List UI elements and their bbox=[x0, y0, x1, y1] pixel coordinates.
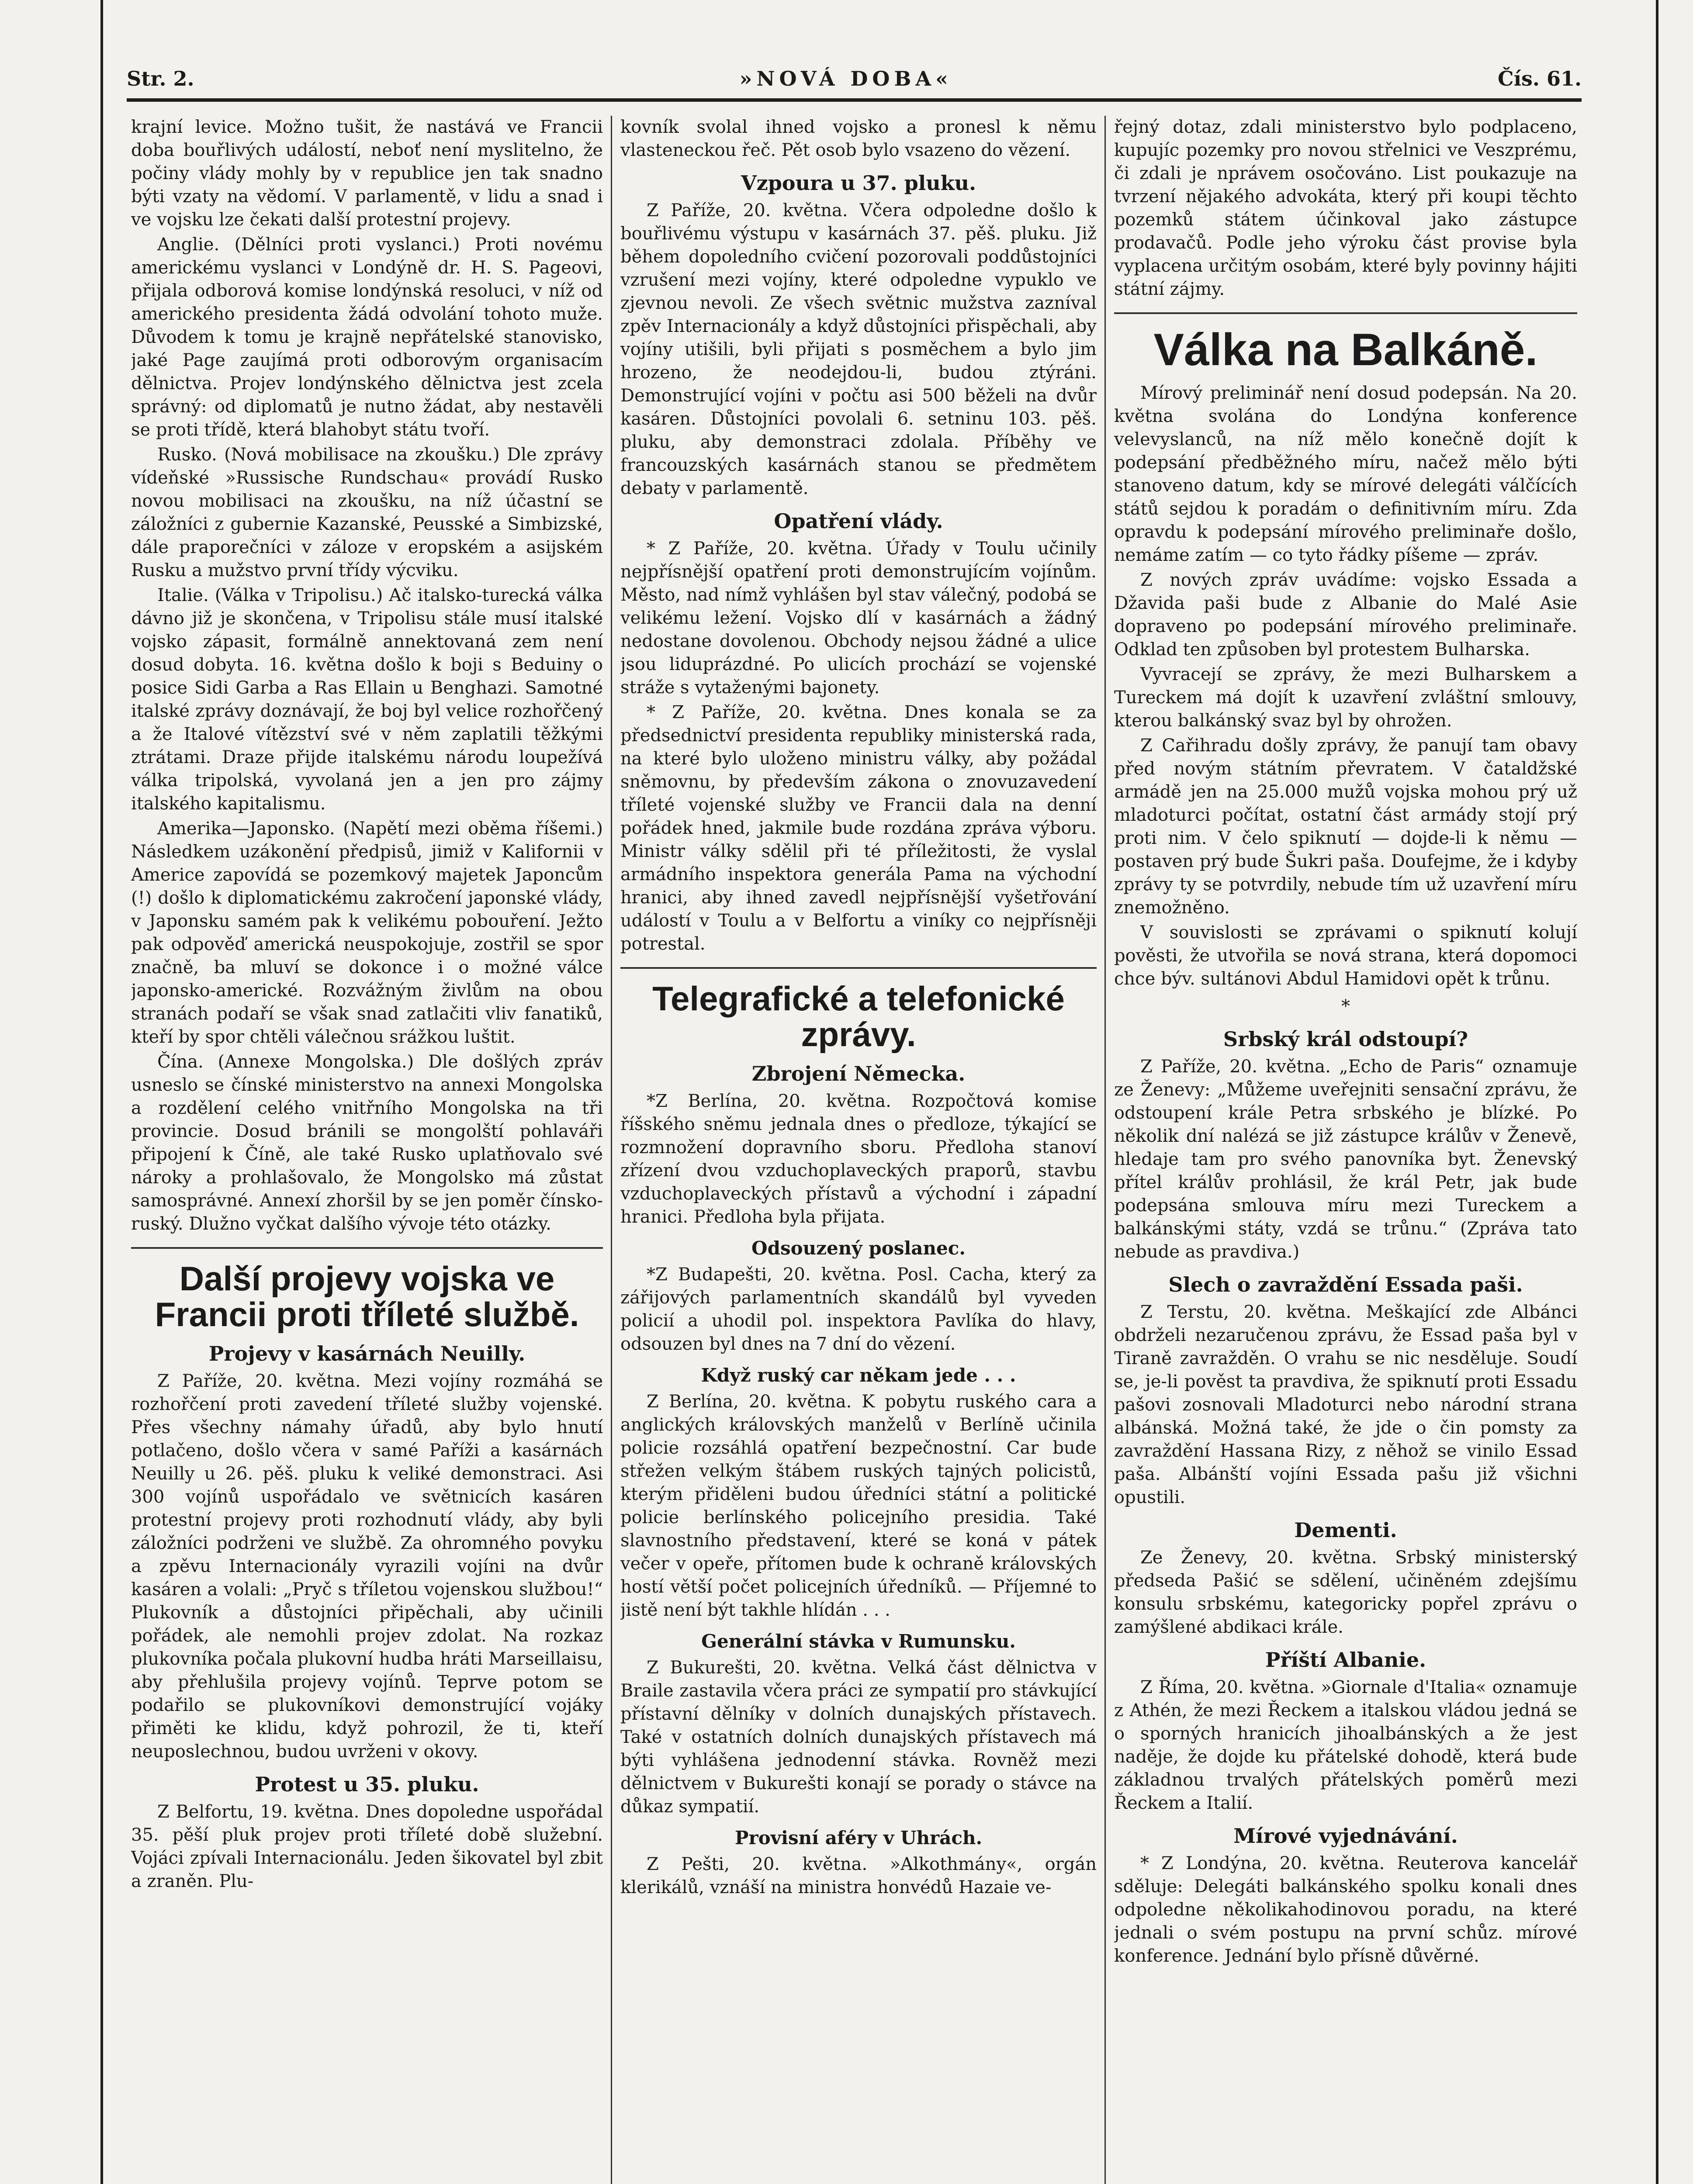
article-text: řejný dotaz, zdali ministerstvo bylo podplaceno, kupujíc pozemky pro novou střelnici ve Veszprému, či zdali je nprávem osočováno. List poukazuje na tvrzení nějakého advokáta, který při koupi těchto pozemků státem účinkoval jako zástupce prodavačů. Podle jeho výroku část provise byla vyplacena určitým osobám, které byly povinny hájiti státní zájmy. bbox=[1114, 117, 1577, 299]
article-subheading: Opatření vlády. bbox=[774, 509, 943, 533]
article-text: Z nových zpráv uvádíme: vojsko Essada a Džavida paši bude z Albanie do Malé Asie dopraveno po podepsání mírového preliminaře. Odklad ten způsoben byl protestem Bulharska. bbox=[1114, 570, 1577, 660]
issue-number: Čís. 61. bbox=[1497, 67, 1582, 90]
article-text: Z Cařihradu došly zprávy, že panují tam obavy před novým státním převratem. V čataldžské armádě jen na 25.000 mužů vojska mohou prý už mladoturci počítat, ostatní část armády stojí prý proti nim. V čelo spiknutí — dojde-li k němu — postaven prý bude Šukri paša. Doufejme, že i kdyby zprávy ty se potvrdily, nebude tím už uzavření míru znemožněno. bbox=[1114, 736, 1577, 918]
page-header bbox=[127, 59, 1582, 98]
section-rule bbox=[620, 967, 1097, 969]
article-subheading: Příští Albanie. bbox=[1265, 1648, 1426, 1672]
article-text: Anglie. (Dělníci proti vyslanci.) Proti novému americkému vyslanci v Londýně dr. H. S. Pageovi, přijala odborová komise londýnská resoluci, v níž od amerického presidenta žádá odvolání tohoto muže. Důvodem k tomu je krajně nepřátelské stanovisko, jaké Page zaujímá proti odborovým organisacím dělnictva. Projev londýnského dělnictva jest zcela správný: od diplomatů je nutno žádat, aby nestavěli se proti třídě, která blahobyt státu tvoří. bbox=[131, 235, 603, 440]
article-text: Ze Ženevy, 20. května. Srbský ministerský předseda Pašić se sdělení, učiněném zdejšímu konsulu srbskému, kategoricky popřel zprávu o zamýšlené abdikaci krále. bbox=[1114, 1548, 1577, 1638]
article-text: Z Bukurešti, 20. května. Velká část dělnictva v Braile zastavila včera práci ze sympatií pro stávkující přístavní dělníky v dolních dunajských přístavech. Také v ostatních dolních dunajských přístavech má býti vyhlášena jednodenní stávka. Rovněž mezi dělnictvem v Bukurešti konají se porady o stávce na důkaz sympatií. bbox=[620, 1657, 1097, 1817]
section-rule bbox=[1114, 312, 1577, 314]
section-headline: Telegrafické a telefonické zprávy. bbox=[652, 979, 1065, 1054]
article-text: Vyvracejí se zprávy, že mezi Bulharskem a Tureckem má dojít k uzavření zvláštní smlouvy, kterou balkánský svaz byl by ohrožen. bbox=[1114, 664, 1577, 731]
article-text: * Z Londýna, 20. května. Reuterova kancelář sděluje: Delegáti balkánského spolku konali dnes odpoledne několikahodinovou poradu, na které jednali o svém postupu na první schůz. mírové konference. Jednání bylo přísně důvěrné. bbox=[1114, 1853, 1577, 1966]
article-text: Z Paříže, 20. května. Včera odpoledne došlo k bouřlivému výstupu v kasárnách 37. pěš. pluku. Již během dopoledního cvičení pozorovali poddůstojníci vzrušení mezi vojíny, které odpoledne vypuklo ve zjevnou nevoli. Ze všech světnic mužstva zazníval zpěv Internacionály a když důstojníci přispěchali, aby vojíny utišili, byli přijati s posměchem a bylo jim hrozeno, že neodejdou-li, budou ztýráni. Demonstrující vojíni v počtu asi 500 běželi na dvůr kasáren. Důstojníci povolali 6. setninu 103. pěš. pluku, aby demonstraci zdolala. Příběhy ve francouzských kasárnách stanou se předmětem debaty v parlamentě. bbox=[620, 200, 1097, 498]
header-rule bbox=[127, 98, 1582, 102]
article-headline: Další projevy vojska ve Francii proti tříleté službě. bbox=[155, 1259, 579, 1334]
article-text: Z Berlína, 20. května. K pobytu ruského cara a anglických královských manželů v Berlíně učinila policie rozsáhlá opatření bezpečnostní. Car bude střežen velkým štábem ruských tajných policistů, kterým přiděleni budou úředníci státní a politické policie berlínského policejního presidia. Také slavnostního představení, které se koná v pátek večer v opeře, přítomen bude k ochraně královských hostí větší počet policejních úředníků. — Příjemné to jistě není být takhle hlídán . . . bbox=[620, 1391, 1097, 1620]
article-text: * Z Paříže, 20. května. Dnes konala se za předsednictví presidenta republiky ministerská rada, na které bylo uloženo ministru války, aby požádal sněmovnu, by především zákona o znovuzavedení tříleté vojenské služby ve Francii dala na denní pořádek hned, jakmile bude rozdána zpráva výboru. Ministr války sdělil při té příležitosti, že vyslal armádního inspektora generála Pama na východní hranici, aby ihned zavedl nejpřísnější vyšetřování událostí v Toulu a v Belfortu a viníky co nejpřísněji potrestal. bbox=[620, 702, 1097, 954]
article-text: Mírový preliminář není dosud podepsán. Na 20. května svolána do Londýna konference velevyslanců, na níž mělo konečně dojít k podepsání předběžného míru, načež mělo býti stanoveno datum, kdy se mírové delegáti válčících států sejdou k poradám o definitivním míru. Zda opravdu k podepsání mírového preliminaře došlo, nemáme zatím — co tyto řádky píšeme — zpráv. bbox=[1114, 383, 1577, 566]
article-text: Z Říma, 20. května. »Giornale d'Italia« oznamuje z Athén, že mezi Řeckem a italskou vládou jedná se o sporných hranicích jihoalbánských a že jest naděje, že dojde ku přátelské dohodě, která bude základnou trvalých přátelských poměrů mezi Řeckem a Italií. bbox=[1114, 1677, 1577, 1814]
article-text: Z Paříže, 20. května. „Echo de Paris“ oznamuje ze Ženevy: „Můžeme uveřejniti sensační zprávu, že odstoupení krále Petra srbského je blízké. Po několik dní nalézá se již zástupce králův v Ženevě, hledaje tam pro svého panovníka byt. Ženevský přítel králův prohlásil, že král Petr, jak bude podepsána smlouva míru mezi Tureckem a balkánskými státy, vzdá se trůnu.“ (Zpráva tato nebude as pravdiva.) bbox=[1114, 1057, 1577, 1262]
article-text: Čína. (Annexe Mongolska.) Dle došlých zpráv usneslo se čínské ministerstvo na annexi Mongolska a rozdělení celého vnitřního Mongolska na tři provincie. Dosud bránili se mongolští pohlaváři připojení k Číně, ale také Rusko uplatňovalo své nároky a prohlašovalo, že Mongolsko má zůstat samosprávné. Annexí zhoršil by se jen poměr čínsko-ruský. Dlužno vyčkat dalšího vývoje této otázky. bbox=[131, 1052, 603, 1234]
page-number: Str. 2. bbox=[127, 67, 194, 90]
article-text: kovník svolal ihned vojsko a pronesl k němu vlasteneckou řeč. Pět osob bylo vsazeno do vězení. bbox=[620, 117, 1097, 160]
right-edge-rule bbox=[1656, 0, 1658, 2184]
article-subheading: Vzpoura u 37. pluku. bbox=[741, 171, 976, 195]
article-subheading: Projevy v kasárnách Neuilly. bbox=[208, 1341, 526, 1365]
column-2 bbox=[620, 116, 1097, 2184]
section-rule bbox=[131, 1247, 603, 1249]
article-subheading: Zbrojení Německa. bbox=[751, 1061, 966, 1085]
section-headline: Válka na Balkáně. bbox=[1153, 325, 1538, 375]
article-subheading: Když ruský car někam jede . . . bbox=[701, 1364, 1016, 1386]
article-subheading: Protest u 35. pluku. bbox=[255, 1772, 479, 1796]
article-text: V souvislosti se zprávami o spiknutí kolují pověsti, že utvořila se nová strana, která dopomoci chce býv. sultánovi Abdul Hamidovi opět k trůnu. bbox=[1114, 923, 1577, 989]
masthead-title: »NOVÁ DOBA« bbox=[739, 67, 952, 90]
column-separator bbox=[1104, 116, 1106, 2184]
column-3 bbox=[1114, 116, 1577, 2184]
article-subheading: Provisní aféry v Uhrách. bbox=[734, 1827, 983, 1849]
article-text: * Z Paříže, 20. května. Úřady v Toulu učinily nejpřísnější opatření proti demonstrujícím vojínům. Město, nad nímž vyhlášen byl stav válečný, podobá se velikému ležení. Vojsko dlí v kasárnách a žádný nedostane dovolenou. Obchody nejsou žádné a ulice jsou liduprázdné. Po ulicích prochází se vojenské stráže s vytaženými bajonety. bbox=[620, 539, 1097, 698]
article-text: *Z Budapešti, 20. května. Posl. Cacha, který za zářijových parlamentních skandálů byl vyveden policií a uhodil pol. inspektora Pavlíka do hlavy, odsouzen byl dnes na 7 dní do vězení. bbox=[620, 1264, 1097, 1354]
article-subheading: Mírové vyjednávání. bbox=[1233, 1824, 1458, 1848]
article-text: Z Paříže, 20. května. Mezi vojíny rozmáhá se rozhořčení proti zavedení tříleté služby vojenské. Přes všechny námahy úřadů, aby bylo hnutí potlačeno, došlo včera v samé Paříži a kasárnách Neuilly u 26. pěš. pluku k veliké demonstraci. Asi 300 vojínů uspořádalo ve světnicích kasáren protestní projevy proti rozhodnutí vlády, aby byli záložníci podrženi ve službě. Za ohromného povyku a zpěvu Internacionály vyrazili vojíni na dvůr kasáren a volali: „Pryč s tříletou vojenskou službou!“ Plukovník a důstojníci připěchali, aby učinili pořádek, ale nemohli projev zdolat. Na rozkaz plukovníka počala plukovní hudba hráti Marseillaisu, aby přehlušila projevy vojínů. Teprve potom se podařilo se plukovníkovi demonstrující vojáky přiměti ke klidu, když pohrozil, že ti, kteří neuposlechnou, budou uvrženi v okovy. bbox=[131, 1371, 603, 1762]
article-subheading: Dementi. bbox=[1294, 1518, 1397, 1542]
article-text: Italie. (Válka v Tripolisu.) Ač italsko-turecká válka dávno již je skončena, v Tripolisu stále musí italské vojsko zápasit, formálně annektovaná zem není dosud dobyta. 16. května došlo k boji s Beduiny o posice Sidi Garba a Ras Ellain u Benghazi. Samotné italské zprávy doznávají, že boj byl velice rozhořčený a že Italové vítězství své v něm zaplatili těžkými ztrátami. Draze přijde italskému národu loupežívá válka tripolská, vyvolaná jen a jen pro zájmy italského kapitalismu. bbox=[131, 585, 603, 814]
article-subheading: Odsouzený poslanec. bbox=[751, 1237, 966, 1259]
article-text: krajní levice. Možno tušit, že nastává ve Francii doba bouřlivých událostí, neboť není myslitelno, že počiny vlády mohly by v republice jen tak snadno býti vzaty na vědomí. V parlamentě, v lidu a snad i ve vojsku lze čekati další protestní projevy. bbox=[131, 117, 603, 230]
article-text: Rusko. (Nová mobilisace na zkoušku.) Dle zprávy vídeňské »Russische Rundschau« provádí Rusko novou mobilisaci na zkoušku, na níž účastní se záložníci z gubernie Kazanské, Peusské a Simbizské, dále praporečníci v záloze v eropském a asijském Rusku a mužstvo první třídy výcviku. bbox=[131, 445, 603, 581]
article-text: Z Terstu, 20. května. Meškající zde Albánci obdrželi nezaručenou zprávu, že Essad paša byl v Tiraně zavražděn. O vrahu se nic nesděluje. Soudí se, je-li pověst ta pravdiva, že spiknutí proti Essadu pašovi zosnovali Mladoturci nebo národní strana albánská. Možná také, že jde o čin pomsty za zavraždění Hassana Rizy, z něhož se vinilo Essad paša. Albánští vojíni Essada pašu již všichni opustili. bbox=[1114, 1302, 1577, 1508]
article-text: Z Pešti, 20. května. »Alkothmány«, orgán klerikálů, vznáší na ministra honvédů Hazaie ve- bbox=[620, 1854, 1097, 1897]
article-subheading: Slech o zavraždění Essada paši. bbox=[1168, 1273, 1523, 1297]
article-text: Amerika—Japonsko. (Napětí mezi oběma říšemi.) Následkem uzákonění předpisů, jimiž v Kalifornii v Americe zapovídá se pozemkový majetek Japoncům (!) došlo k diplomatickému zakročení japonské vlády, v Japonsku samém pak k velikému pobouření. Ježto pak odpověď americká neuspokojuje, zostřil se spor značně, ba mluví se dokonce i o možné válce japonsko-americké. Rozvážným živlům na obou stranách podaří se však snad zatlačiti vliv fanatiků, kteří by spor chtěli válečnou srážkou luštit. bbox=[131, 819, 603, 1047]
article-text: *Z Berlína, 20. května. Rozpočtová komise říšského sněmu jednala dnes o předloze, týkající se rozmnožení dopravního sboru. Předloha stanoví zřízení dvou vzduchoplaveckých praporů, stavbu vzduchoplaveckých přístavů a východní i západní hranici. Předloha byla přijata. bbox=[620, 1091, 1097, 1227]
column-separator bbox=[611, 116, 612, 2184]
star-divider: * bbox=[1341, 996, 1350, 1017]
article-subheading: Generální stávka v Rumunsku. bbox=[701, 1630, 1016, 1652]
column-1 bbox=[131, 116, 603, 2184]
article-text: Z Belfortu, 19. května. Dnes dopoledne uspořádal 35. pěší pluk projev proti tříleté době služební. Vojáci zpívali Internacionálu. Jeden šikovatel byl zbit a zraněn. Plu- bbox=[131, 1801, 603, 1891]
article-subheading: Srbský král odstoupí? bbox=[1223, 1027, 1468, 1051]
left-edge-rule bbox=[100, 0, 103, 2184]
